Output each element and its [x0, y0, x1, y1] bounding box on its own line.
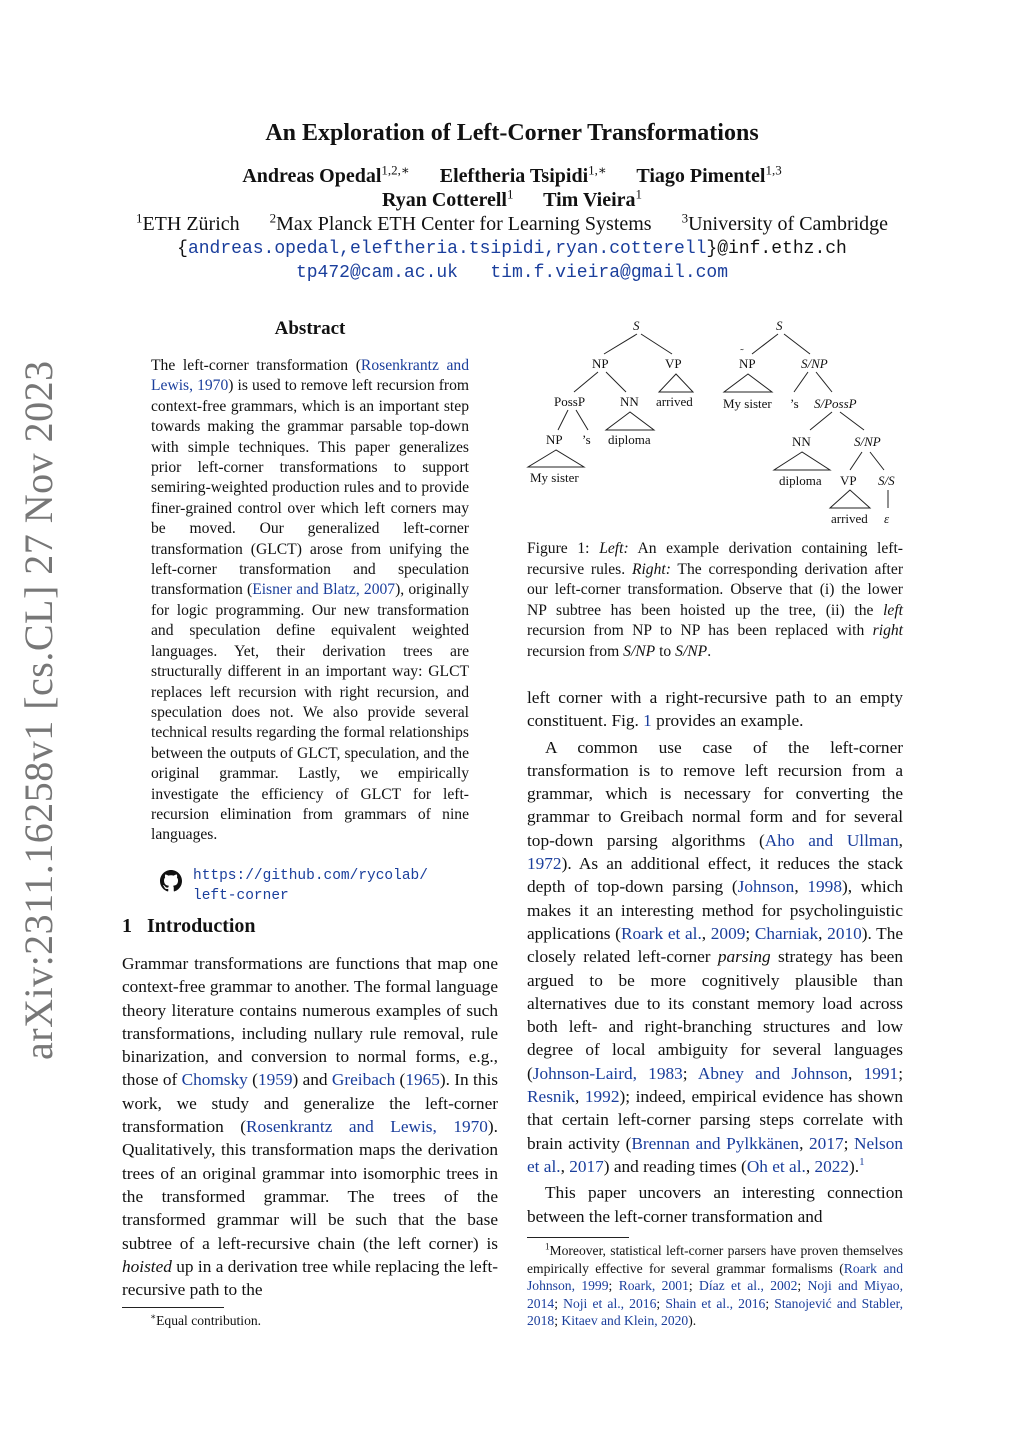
- tree-node: VP: [665, 356, 682, 371]
- citation-link[interactable]: Noji and Miyao, 2014: [527, 1278, 903, 1311]
- emails-line-2: [0, 263, 1024, 283]
- tree-leaf: arrived: [831, 511, 868, 526]
- email-link[interactable]: andreas.opedal,eleftheria.tsipidi,ryan.cotterell: [187, 239, 707, 259]
- authors-line-1: [0, 162, 1024, 188]
- arxiv-id: arXiv:2311.16258v1 [cs.CL] 27 Nov 2023: [16, 360, 61, 1060]
- tree-leaf: ’s: [582, 432, 591, 447]
- citation-link[interactable]: Charniak: [754, 923, 819, 943]
- github-icon: [160, 870, 182, 897]
- email-link[interactable]: tim.f.vieira@gmail.com: [490, 263, 729, 283]
- intro-right-column: [527, 686, 903, 1228]
- citation-link[interactable]: 2022: [814, 1156, 850, 1176]
- citation-link[interactable]: Rosenkrantz and Lewis, 1970: [151, 357, 470, 395]
- citation-link[interactable]: Díaz et al., 2002: [699, 1278, 798, 1294]
- citation-link[interactable]: 1998: [807, 877, 842, 897]
- citation-link[interactable]: Chomsky: [181, 1070, 248, 1090]
- tree-leaf: diploma: [779, 473, 822, 488]
- tree-node: S: [633, 318, 640, 333]
- citation-link[interactable]: 2010: [827, 923, 862, 943]
- svg-text:˜: ˜: [740, 347, 744, 359]
- citation-link[interactable]: Stanojević and Stabler, 2018: [527, 1295, 903, 1329]
- citation-link[interactable]: Rosenkrantz and Lewis, 1970: [245, 1117, 488, 1137]
- intro-paragraph-1: Grammar transformations are functions that map one context-free grammar to another. The formal language theory literature contains numerous examples of such transformations, including nullary rule removal, rule binarization, and conversion to normal forms, e.g., those of Chomsky (1959) and Greibach (1965). In this work, we study and generalize the left-corner transformation (Rosenkrantz and Lewis, 1970). Qualitatively, this transformation maps the derivation trees of an original grammar into isomorphic trees in the transformed grammar. The trees of the transformed grammar will be such that the base subtree of a left-recursive chain (the left corner) is hoisted up in a derivation tree while replacing the left-recursive path to the: [122, 954, 499, 1300]
- tree-node: NP: [739, 356, 756, 371]
- tree-leaf: ’s: [790, 396, 799, 411]
- citation-link[interactable]: 1991: [863, 1063, 899, 1083]
- footnote-rule: [527, 1237, 629, 1238]
- citation-link[interactable]: 1972: [527, 854, 562, 874]
- tree-node: NP: [592, 356, 609, 371]
- figure-1-trees: [520, 312, 910, 532]
- citation-link[interactable]: Greibach: [331, 1070, 396, 1090]
- tree-node: S/NP: [854, 434, 881, 449]
- tree-node: S: [776, 318, 783, 333]
- abstract-body: The left-corner transformation (Rosenkrantz and Lewis, 1970) is used to remove left recursion from context-free grammars, which is an important step towards making the grammar parsable top-down with simple techniques. This paper generalizes prior left-corner transformations to support semiring-weighted production rules and to provide finer-grained control over which left corners may be moved. Our generalized left-corner transformation (GLCT) arose from unifying the left-corner transformation and speculation transformation (Eisner and Blatz, 2007), originally for logic programming. Our new transformation and speculation define equivalent weighted languages. Yet, their derivation trees are structurally different in an important way: GLCT replaces left recursion with right recursion, and speculation does not. We also provide several technical results regarding the formal relationships between the outputs of GLCT, speculation, and the original grammar. Lastly, we empirically investigate the efficiency of GLCT for left-recursion elimination from grammars of nine languages.: [151, 357, 470, 844]
- footnote-rule: [122, 1307, 224, 1308]
- citation-link[interactable]: Roark and Johnson, 1999: [527, 1260, 904, 1294]
- tree-leaf: diploma: [608, 432, 651, 447]
- citation-link[interactable]: 1992: [584, 1087, 620, 1107]
- tree-node: S/PossP: [814, 396, 857, 411]
- tree-leaf: My sister: [530, 470, 579, 485]
- footnote-1: $^1$Moreover, statistical left-corner parsers have proven themselves empirically effective for several grammar formalisms (Roark and Johnson, 1999; Roark, 2001; Díaz et al., 2002; Noji and Miyao, 2014; Noji et al., 2016; Shain et al., 2016; Stanojević and Stabler, 2018; Kitaev and Klein, 2020).: [527, 1241, 904, 1329]
- citation-link[interactable]: Eisner and Blatz, 2007: [252, 581, 396, 599]
- intro-paragraph-3: This paper uncovers an interesting connection between the left-corner transformation and: [527, 1183, 903, 1226]
- paper-title: An Exploration of Left-Corner Transformations: [265, 120, 759, 146]
- citation-link[interactable]: Johnson: [737, 877, 795, 897]
- tree-node: NN: [620, 394, 639, 409]
- github-link[interactable]: https://github.com/rycolab/ left-corner: [193, 868, 428, 904]
- citation-link[interactable]: 1965: [405, 1070, 440, 1090]
- email-link[interactable]: tp472@cam.ac.uk: [295, 263, 458, 283]
- tree-node: VP: [840, 473, 857, 488]
- tree-leaf: ε: [884, 511, 890, 526]
- affiliations: $^1$ETH Zürich $^2$Max Planck ETH Center for Learning Systems $^3$University of Cambridge: [135, 210, 889, 235]
- section-heading: 1 Introduction: [122, 915, 256, 937]
- citation-link[interactable]: Aho and Ullman: [764, 830, 899, 850]
- tree-node: S/S: [878, 473, 895, 488]
- tree-node: S/NP: [801, 356, 828, 371]
- tree-leaf: My sister: [723, 396, 772, 411]
- author: Ryan Cotterell$^1$: [381, 186, 514, 211]
- citation-link[interactable]: 1959: [257, 1070, 293, 1090]
- citation-link[interactable]: 2009: [710, 923, 746, 943]
- citation-link[interactable]: Roark et al.: [620, 923, 702, 943]
- tree-leaf: arrived: [656, 394, 693, 409]
- citation-link[interactable]: Shain et al., 2016: [665, 1295, 766, 1311]
- abstract-heading: Abstract: [274, 318, 346, 339]
- citation-link[interactable]: Noji et al., 2016: [563, 1295, 657, 1311]
- author: Eleftheria Tsipidi$^{1,∗}$: [439, 162, 607, 187]
- citation-link[interactable]: Nelson et al.: [527, 1133, 903, 1176]
- citation-link[interactable]: Kitaev and Klein, 2020: [561, 1313, 689, 1329]
- author: Andreas Opedal$^{1,2,∗}$: [242, 162, 410, 187]
- footnote-equal: ∗Equal contribution.: [150, 1311, 262, 1328]
- intro-paragraph-2: A common use case of the left-corner transformation is to remove left recursion from a grammar, which is necessary for converting the grammar to Greibach normal form and for several top-down parsing algorithms (Aho and Ullman, 1972). As an additional effect, it reduces the stack depth of top-down parsing (Johnson, 1998), which makes it an interesting method for psycholinguistic applications (Roark et al., 2009; Charniak, 2010). The closely related left-corner parsing strategy has been argued to be more cognitively plausible than alternatives due to its constant memory load across both left- and right-branching structures and low degree of local ambiguity for several languages (Johnson-Laird, 1983; Abney and Johnson, 1991; Resnik, 1992); indeed, empirical evidence has shown that certain left-corner parsing steps correlate with brain activity (Brennan and Pylkkänen, 2017; Nelson et al., 2017) and reading times (Oh et al., 2022).$^1$: [527, 737, 904, 1176]
- figure-1-caption: Figure 1: Left: An example derivation containing left-recursive rules. Right: The corresponding derivation after our left-corner transformation. Observe that (i) the lower NP subtree has been hoisted up the tree, (ii) the left recursion from NP to NP has been replaced with right recursion from S/NP to S/NP.: [527, 540, 904, 660]
- citation-link[interactable]: Brennan and Pylkkänen: [631, 1133, 800, 1153]
- citation-link[interactable]: Oh et al.: [746, 1156, 806, 1176]
- emails-line-1: {andreas.opedal,eleftheria.tsipidi,ryan.cotterell}@inf.ethz.ch: [177, 239, 847, 259]
- citation-link[interactable]: Resnik: [527, 1087, 576, 1107]
- tree-node: NN: [792, 434, 811, 449]
- authors-line-2: [0, 186, 1024, 212]
- tree-node: NP: [546, 432, 563, 447]
- figure-link[interactable]: 1: [643, 711, 652, 731]
- tree-node: PossP: [554, 394, 586, 409]
- citation-link[interactable]: Johnson-Laird, 1983: [532, 1063, 683, 1083]
- footnote-ref[interactable]: 1: [859, 1156, 865, 1169]
- author: Tim Vieira$^1$: [543, 186, 643, 211]
- citation-link[interactable]: 2017: [569, 1156, 604, 1176]
- intro-paragraph-1-cont: left corner with a right-recursive path to an empty constituent. Fig. 1 provides an example.: [527, 688, 903, 731]
- citation-link[interactable]: Abney and Johnson: [697, 1063, 849, 1083]
- citation-link[interactable]: 2017: [809, 1133, 844, 1153]
- author: Tiago Pimentel$^{1,3}$: [636, 162, 782, 187]
- citation-link[interactable]: Roark, 2001: [618, 1278, 689, 1294]
